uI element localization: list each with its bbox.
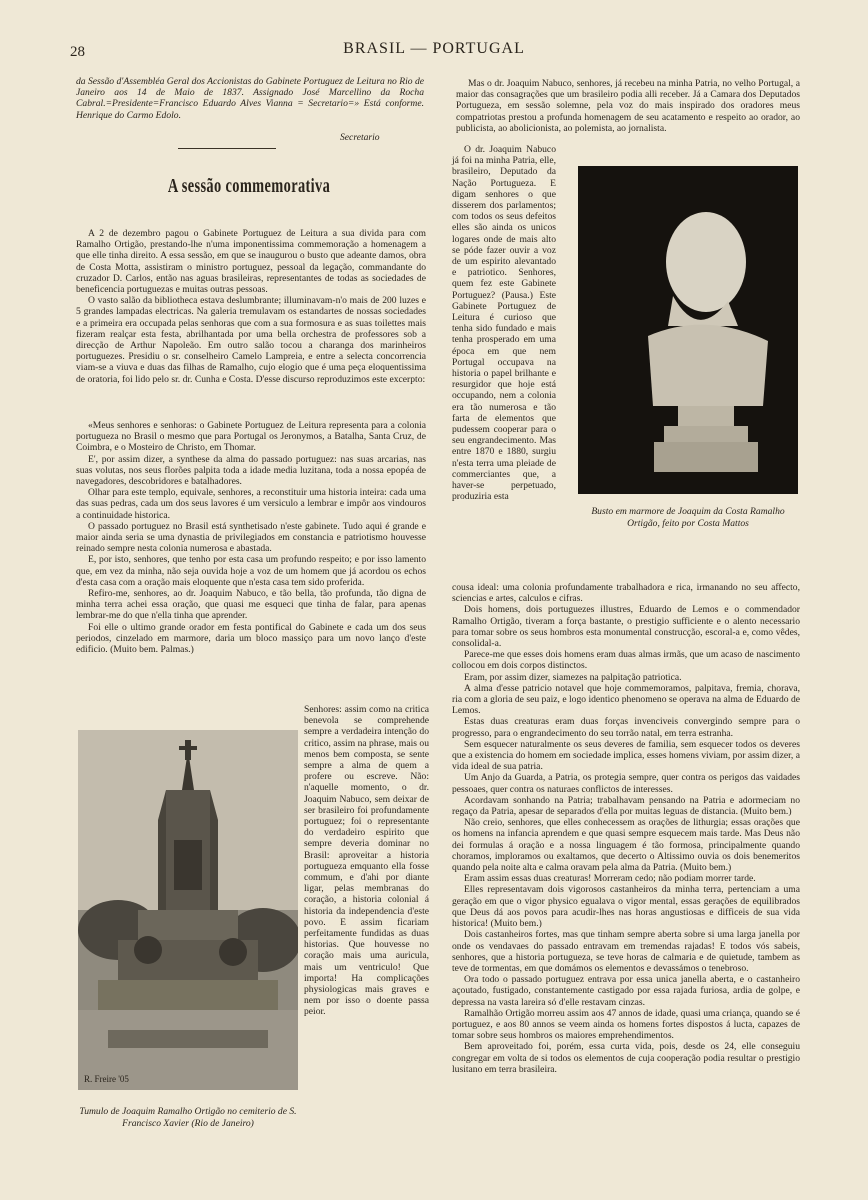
- paragraph: A 2 de dezembro pagou o Gabinete Portuguez de Leitura a sua divida para com Ramalho Ortigão, prestando-lhe n'uma imponentissima commemoração a homenagem a que elle tinha direito. A essa sessão, em que se inaugurou o busto que adeante damos, obra de Costa Motta, assistiram o ministro portuguez, pessoal da legação, commandante do cruzador D. Carlos, então nas aguas brasileiras, representantes de todas as sociedades de beneficencia portuguezas e muitas outras pessoas.: [76, 228, 426, 296]
- speech-excerpt: [76, 420, 426, 655]
- bust-caption: Busto em marmore de Joaquim da Costa Ramalho Ortigão, feito por Costa Mattos: [591, 506, 785, 529]
- right-main-column: [452, 582, 800, 1075]
- right-narrow-column: O dr. Joaquim Nabuco já foi na minha Patria, elle, brasileiro, Deputado da Nação Portugueza. E digam senhores o que disserem dos parlamentos; com todos os seus defeitos elles são ainda os unicos logares onde de mais alto se póde fazer ouvir a voz de um espirito alevantado e patriotico. Senhores, quem fez este Gabinete Portuguez? (Pausa.) Este Gabinete Portuguez de Leitura é curioso que tenha sido fundado e mais tenha prosperado em uma época em que nem Portugal occupava na historia o papel brilhante e resurgidor que hoje está occupando, nem a colonia era tão numerosa e tão farta de elementos que pudessem cooperar para o seu engrandecimento. Mas entre 1870 e 1880, surgiu n'esta terra uma pleiade de commerciantes que, a haver-se perpetuado, produziria esta: [452, 144, 556, 503]
- section-divider: [178, 148, 276, 149]
- artist-signature: R. Freire '05: [84, 1074, 129, 1084]
- paragraph: Dois castanheiros fortes, mas que tinham sempre aberta sobre si uma larga janella por onde os vendavaes do passado entravam em tremendas rajadas! E todos vós sabeis, senhores, que a historia portugueza, se teve horas de calmaria e de quietude, tambem as teve de tormentas, em que domámos os elementos e devassámos o tenebroso.: [452, 929, 800, 974]
- paragraph: Eram, por assim dizer, siamezes na palpitação patriotica.: [464, 671, 682, 683]
- paragraph: Ramalhão Ortigão morreu assim aos 47 annos de idade, quasi uma criança, quando se é portuguez, e aos 80 annos se veem ainda os homens fortes dispostos á lucta, capazes de tomar sobre seus hombros os maiores emprehendimentos.: [452, 1007, 800, 1042]
- running-title: BRASIL — PORTUGAL: [343, 40, 525, 57]
- article-intro: [76, 228, 426, 385]
- paragraph: O vasto salão da bibliotheca estava deslumbrante; illuminavam-n'o mais de 200 luzes e 5 grandes lampadas electricas. Na galeria tremulavam os estandartes de nossas sociedades e a primeira era occupada pelas senhoras que com a sua formosura e as suas toilettes mais fizeram realçar esta festa, abrilhantada por uma bella orchestra de professores sob a direcção de Arthur Napoleão. Em outro salão tocou a charanga dos marinheiros portuguezes. Presidiu o sr. conselheiro Camelo Lampreia, e entre a selecta concorrencia viam-se a viuva e duas das filhas de Ramalho, cujo elogio que é uma peça eloquentissima de oratoria, foi lido pelo sr. dr. Cunha e Costa. D'esse discurso reproduzimos este excerpto:: [76, 295, 426, 385]
- tomb-caption: Tumulo de Joaquim Ramalho Ortigão no cemiterio de S. Francisco Xavier (Rio de Janeiro): [79, 1106, 297, 1129]
- paragraph: Elles representavam dois vigorosos castanheiros da minha terra, pertenciam a uma geração em que o vigor physico egualava o vigor mental, essas gerações de equilibrados que Deus dá aos povos para acudir-lhes nas horas angustiosas e difficeis de sua vida historica! (Muito bem.): [452, 884, 800, 930]
- paragraph: A alma d'esse patricio notavel que hoje commemoramos, palpitava, fremia, chorava, ria com a gloria de seu paiz, e logo identico phenomeno se operava na alma de Eduardo de Lemos.: [452, 682, 800, 717]
- document-note: da Sessão d'Assembléa Geral dos Accionistas do Gabinete Portuguez de Leitura no Rio de Janeiro aos 14 de Maio de 1837. Assignado José Marcellino da Rocha Cabral.=Presidente=Francisco Eduardo Alves Vianna = Secretario=» Está conforme. Henrique do Carmo Edolo.: [76, 76, 425, 121]
- paragraph: Estas duas creaturas eram duas forças invenciveis convergindo sempre para o progresso, para o engrandecimento do seu torrão natal, em terra estranha.: [452, 716, 800, 739]
- paragraph: E, por isto, senhores, que tenho por esta casa um profundo respeito; e por isso lamento que, em vez da minha, não seja ouvida hoje a voz de um homem que já acordou os echos d'esta casa com a oração mais eloquente que n'esta casa tem sido proferida.: [76, 554, 426, 588]
- paragraph: Dois homens, dois portuguezes illustres, Eduardo de Lemos e o commendador Ramalho Ortigão, tiveram a força bastante, o prestigio sufficiente e o alento necessario para tomar sobre os seus hombros esta monumental construcção, escoral-a e, como vêdes, consolidal-a.: [452, 604, 800, 650]
- narrow-column-text: Senhores: assim como na critica benevola se comprehende sempre a verdadeira intenção do critico, assim na phrase, mais ou menos bem composta, se sente sempre a alma de quem a profere ou escreve. Não: n'aquelle momento, o dr. Joaquim Nabuco, sem deixar de ser brasileiro foi profundamente portuguez; foi o representante do verdadeiro espirito que sempre deveria dominar no Brasil: aproveitar a historia portugueza emquanto ella fosse commum, e d'ahi por diante ligar, pelas membranas do coração, a historia colonial á historia da independencia d'este povo. E assim ficariam perfeitamente fundidas as duas historias. Que houvesse no coração mais uma auricula, mais um ventriculo! Que importa! Ha complicações physiologicas mais graves e nem por isso o doente passa peior.: [304, 704, 429, 1018]
- paragraph: Eram assim essas duas creaturas! Morreram cedo; não podiam morrer tarde.: [464, 873, 756, 885]
- paragraph: Bem aproveitado foi, porém, essa curta vida, pois, desde os 24, elle conseguiu congregar em volta de si todos os elementos de cuja cooperação podia resultar o prestigio lusitano em terra brasileira.: [452, 1041, 800, 1075]
- paragraph: Olhar para este templo, equivale, senhores, a reconstituir uma historia inteira: cada uma das suas pedras, cada um dos seus lavores é um versiculo a lembrar e impôr aos vindouros a continuidade historica.: [76, 487, 426, 521]
- paragraph: Acordavam sonhando na Patria; trabalhavam pensando na Patria e adormeciam no regaço da Patria, apesar de separados d'ella por muitas leguas de distancia. (Muito bem.): [452, 794, 800, 818]
- page-number: 28: [70, 44, 85, 60]
- paragraph: Sem esquecer naturalmente os seus deveres de familia, sem esquecer todos os deveres que a existencia do homem em sociedade implica, esses homens viviam, por assim dizer, a vida ideal de sua patria.: [452, 738, 800, 773]
- paragraph: Refiro-me, senhores, ao dr. Joaquim Nabuco, e tão bella, tão profunda, tão digna de minha terra achei essa oração, que quasi me esqueci que tinha de falar, para apenas lembrar-me do que n'ella tinha que aprender.: [76, 588, 426, 622]
- paragraph: Não creio, senhores, que elles conhecessem as orações de lithurgia; essas orações que os homens na infancia aprendem e que quasi sempre esquecem mais tarde. Mas Deus não dei formulas á oração e a nossa linguagem é tão formosa, principalmente quando choramos, imploramos ou exaltamos, que decerto o Altissimo ouvia os dois benemeritos quando pela noite alta e calma oravam pela alma da Patria. (Muito bem.): [452, 817, 800, 874]
- paragraph: E', por assim dizer, a synthese da alma do passado portuguez: nas suas arcarias, nas suas volutas, nos seus florões palpita toda a idade media luzitana, toda a nossa epopéa de navegadores, descobridores e batalhadores.: [76, 453, 426, 488]
- paragraph: Um Anjo da Guarda, a Patria, os protegia sempre, quer contra os perigos das vaidades pessoaes, quer contra os naturaes conflictos de interesses.: [452, 772, 800, 795]
- paragraph: O passado portuguez no Brasil está synthetisado n'este gabinete. Tudo aqui é grande e maior ainda seria se uma dynastia de privilegiados em constancia e patriotismo houvesse reinado sempre nesta colonia numerosa e abastada.: [76, 520, 426, 555]
- tomb-illustration: [78, 730, 298, 1090]
- bust-photograph: [578, 166, 798, 494]
- paragraph: Parece-me que esses dois homens eram duas almas irmãs, que um acaso de nascimento collocou em dois corpos distinctos.: [452, 649, 800, 672]
- right-column-opening: Mas o dr. Joaquim Nabuco, senhores, já recebeu na minha Patria, no velho Portugal, a maior das consagrações que um brasileiro podia alli receber. Já a Camara dos Deputados Portugueza, em sessão solemne, pela voz do mais inspirado dos oradores meus compatriotas prestou a profunda homenagem de seu acatamento e respeito ao orador, ao publicista, ao abolicionista, ao polemista, ao jornalista.: [456, 78, 800, 134]
- article-title: A sessão commemorativa: [167, 175, 331, 197]
- paragraph: cousa ideal: uma colonia profundamente trabalhadora e rica, irmanando no seu affecto, sciencias e artes, calculos e cifras.: [452, 582, 800, 605]
- paragraph: Ora todo o passado portuguez entrava por essa unica janella aberta, e o castanheiro açoutado, fustigado, constantemente castigado por essa rajada furiosa, ardia de golpe, e depressa na vasta lareira só d'elle restavam cinzas.: [452, 974, 800, 1008]
- note-signature: Secretario: [340, 132, 380, 143]
- paragraph: Foi elle o ultimo grande orador em festa pontifical do Gabinete e cada um dos seus periodos, cinzelado em marmore, daria um bloco massiço para um novo lanço d'este edificio. (Muito bem. Palmas.): [76, 621, 426, 656]
- paragraph: «Meus senhores e senhoras: o Gabinete Portuguez de Leitura representa para a colonia portugueza no Brasil o mesmo que para Portugal os Jeronymos, a Batalha, Santa Cruz, de Coimbra, e o Mosteiro de Christo, em Thomar.: [76, 420, 426, 454]
